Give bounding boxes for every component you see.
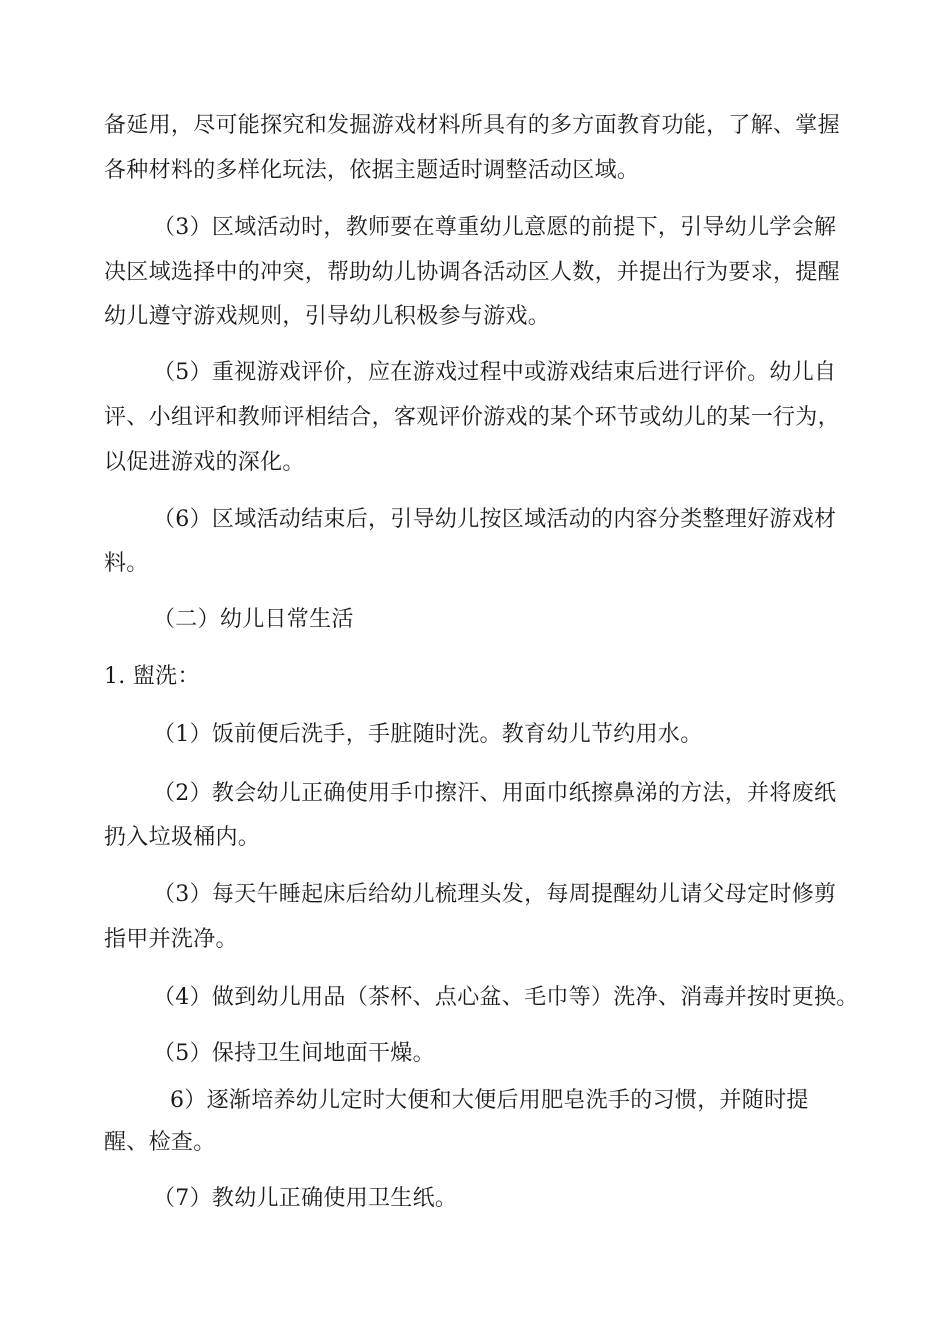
text-line: 料。 [104, 551, 149, 576]
text-line: 扔入垃圾桶内。 [104, 825, 261, 850]
text-line: （4）做到幼儿用品（茶杯、点心盆、毛巾等）洗净、消毒并按时更换。 [153, 985, 859, 1010]
text-line: （2）教会幼儿正确使用手巾擦汗、用面巾纸擦鼻涕的方法，并将废纸 [153, 781, 837, 806]
section-heading: （二）幼儿日常生活 [153, 607, 354, 632]
text-line: 决区域选择中的冲突，帮助幼儿协调各活动区人数，并提出行为要求，提醒 [104, 260, 840, 285]
text-line: 指甲并洗净。 [104, 927, 238, 952]
text-line: （5）保持卫生间地面干燥。 [153, 1041, 435, 1066]
text-line: （6）区域活动结束后，引导幼儿按区域活动的内容分类整理好游戏材 [153, 507, 837, 532]
text-line: 各种材料的多样化玩法，依据主题适时调整活动区域。 [104, 158, 640, 183]
text-line: （3）区域活动时，教师要在尊重幼儿意愿的前提下，引导幼儿学会解 [153, 215, 837, 240]
text-line: （1）饭前便后洗手，手脏随时洗。教育幼儿节约用水。 [153, 722, 703, 747]
text-line: 备延用，尽可能探究和发掘游戏材料所具有的多方面教育功能，了解、掌握 [104, 113, 840, 138]
text-line: （3）每天午睡起床后给幼儿梳理头发，每周提醒幼儿请父母定时修剪 [153, 882, 837, 907]
subsection-heading: 1. 盥洗： [104, 664, 200, 689]
text-line: 幼儿遵守游戏规则，引导幼儿积极参与游戏。 [104, 304, 551, 329]
text-line: 6）逐渐培养幼儿定时大便和大便后用肥皂洗手的习惯，并随时提 [170, 1088, 809, 1113]
text-line: 醒、检查。 [104, 1130, 216, 1155]
text-line: （7）教幼儿正确使用卫生纸。 [153, 1186, 458, 1211]
text-line: （5）重视游戏评价，应在游戏过程中或游戏结束后进行评价。幼儿自 [153, 360, 837, 385]
text-line: 评、小组评和教师评相结合，客观评价游戏的某个环节或幼儿的某一行为， [104, 405, 840, 430]
text-line: 以促进游戏的深化。 [104, 450, 305, 475]
